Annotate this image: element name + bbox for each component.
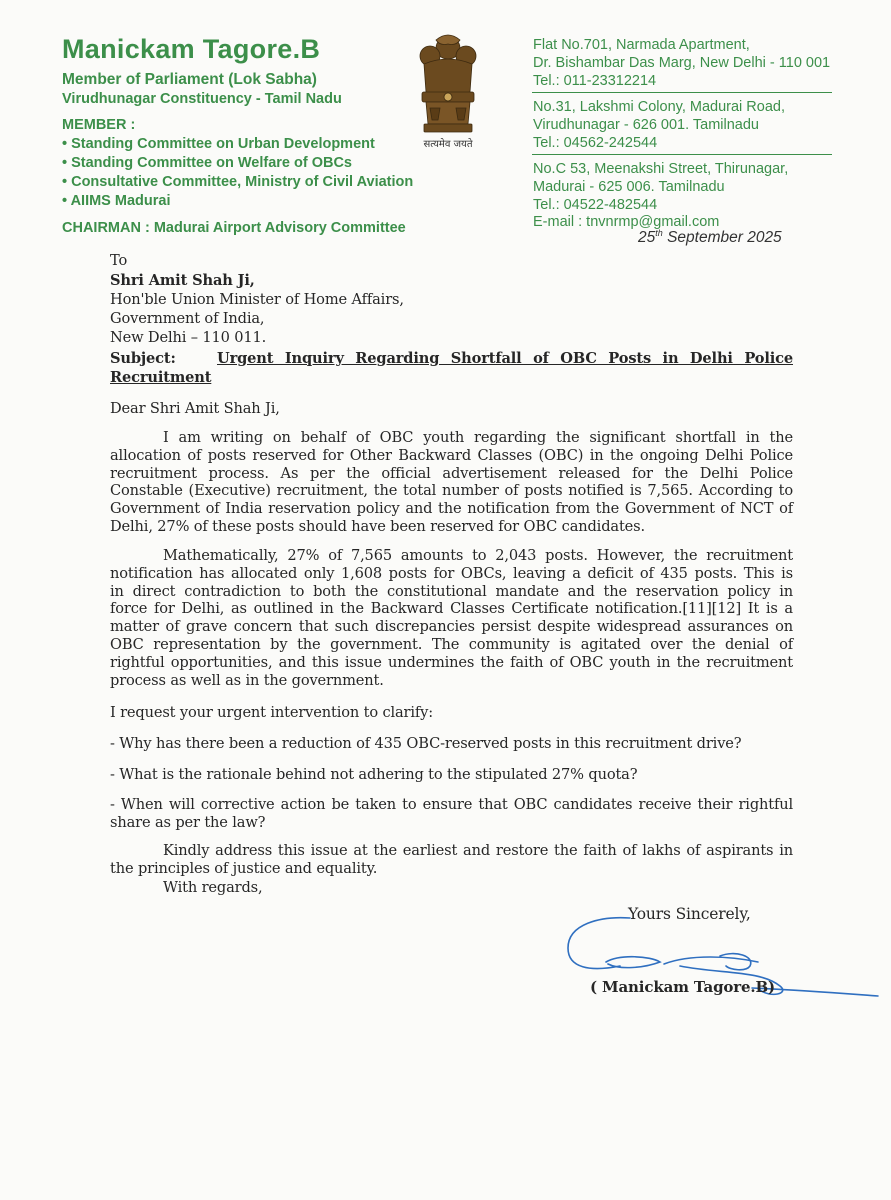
address-virudhunagar-line1: No.31, Lakshmi Colony, Madurai Road, [533, 99, 785, 115]
membership-item: • Standing Committee on Welfare of OBCs [62, 155, 352, 171]
text-line: I am writing on behalf of OBC youth regarding the significant shortfall in the [163, 429, 793, 446]
text-line: recruitment process. As per the official advertisement released for the Delhi Police [110, 464, 793, 482]
text-line: Kindly address this issue at the earliest and restore the faith of lakhs of aspirants in [163, 842, 793, 859]
text-line: matter of grave concern that such discrepancies persist despite widespread assurances on [110, 618, 793, 636]
sender-title: Member of Parliament (Lok Sabha) [62, 71, 317, 88]
text-line: process as well as in the government. [110, 671, 384, 689]
text-line: - When will corrective action be taken to ensure that OBC candidates receive their rightful [110, 796, 793, 813]
subject-line: Recruitment [110, 369, 212, 386]
text-line: the principles of justice and equality. [110, 859, 378, 877]
address-madurai-line1: No.C 53, Meenakshi Street, Thirunagar, [533, 161, 789, 177]
address-delhi-line2: Dr. Bishambar Das Marg, New Delhi - 110 001 [533, 55, 831, 71]
paragraph-2 [110, 547, 793, 689]
with-regards: With regards, [163, 879, 263, 896]
text-line: allocation of posts reserved for Other Backward Classes (OBC) in the ongoing Delhi Police [110, 446, 793, 464]
recipient-line: Government of India, [110, 310, 265, 327]
address-virudhunagar-line2: Virudhunagar - 626 001. Tamilnadu [533, 117, 759, 133]
text-line: force for Delhi, as outlined in the Backward Classes Certificate notification.[11][12] It is a [110, 600, 793, 618]
text-line: Mathematically, 27% of 7,565 amounts to 2,043 posts. However, the recruitment [163, 547, 793, 564]
address-delhi-line1: Flat No.701, Narmada Apartment, [533, 37, 750, 53]
address-madurai-tel: Tel.: 04522-482544 [533, 197, 658, 213]
membership-item: • Standing Committee on Urban Development [62, 136, 375, 152]
text-line: in direct contradiction to both the constitutional mandate and the reservation policy in [110, 582, 793, 600]
sender-name: Manickam Tagore.B [62, 34, 321, 64]
recipient-line: Hon'ble Union Minister of Home Affairs, [110, 291, 404, 308]
question-1: - Why has there been a reduction of 435 OBC-reserved posts in this recruitment drive? [110, 735, 742, 752]
closing-paragraph [110, 842, 793, 878]
national-emblem [410, 28, 486, 153]
sender-email: E-mail : tnvnrmp@gmail.com [533, 214, 720, 230]
question-3 [110, 796, 793, 832]
lion-capital-icon [410, 28, 486, 140]
paragraph-1 [110, 429, 793, 536]
question-2: - What is the rationale behind not adhering to the stipulated 27% quota? [110, 766, 638, 783]
emblem-motto: सत्यमेव जयते [423, 139, 473, 150]
text-line: rightful opportunities, and this issue undermines the faith of OBC youth in the recruitment [110, 653, 793, 671]
sender-constituency: Virudhunagar Constituency - Tamil Nadu [62, 91, 342, 107]
chairman-line: CHAIRMAN : Madurai Airport Advisory Committee [62, 220, 406, 236]
yours-sincerely: Yours Sincerely, [628, 905, 751, 923]
membership-item: • Consultative Committee, Ministry of Civil Aviation [62, 174, 414, 190]
letter-date: 25th September 2025 [638, 228, 782, 247]
to-label: To [110, 252, 128, 269]
recipient-line: New Delhi – 110 011. [110, 329, 267, 346]
address-madurai-line2: Madurai - 625 006. Tamilnadu [533, 179, 725, 195]
membership-item: • AIIMS Madurai [62, 193, 171, 209]
subject-line: Urgent Inquiry Regarding Shortfall of OBC Posts in Delhi Police [217, 350, 793, 367]
text-line: Constable (Executive) recruitment, the total number of posts notified is 7,565. According to [110, 482, 793, 500]
text-line: Delhi, 27% of these posts should have been reserved for OBC candidates. [110, 517, 645, 535]
address-virudhunagar-tel: Tel.: 04562-242544 [533, 135, 658, 151]
address-divider [532, 92, 832, 93]
address-divider [532, 154, 832, 155]
text-line: Government of India reservation policy and the notification from the Government of NCT of [110, 500, 793, 518]
text-line: notification has allocated only 1,608 posts for OBCs, leaving a deficit of 435 posts. This is [110, 564, 793, 582]
text-line: share as per the law? [110, 813, 266, 831]
subject-label: Subject: [110, 350, 176, 367]
signatory-name: ( Manickam Tagore.B) [590, 978, 775, 996]
request-line: I request your urgent intervention to clarify: [110, 704, 434, 721]
text-line: OBC representation by the government. The community is agitated over the denial of [110, 635, 793, 653]
address-delhi-tel: Tel.: 011-23312214 [533, 73, 657, 89]
recipient-name: Shri Amit Shah Ji, [110, 272, 255, 289]
salutation: Dear Shri Amit Shah Ji, [110, 400, 280, 417]
member-label: MEMBER : [62, 117, 136, 133]
